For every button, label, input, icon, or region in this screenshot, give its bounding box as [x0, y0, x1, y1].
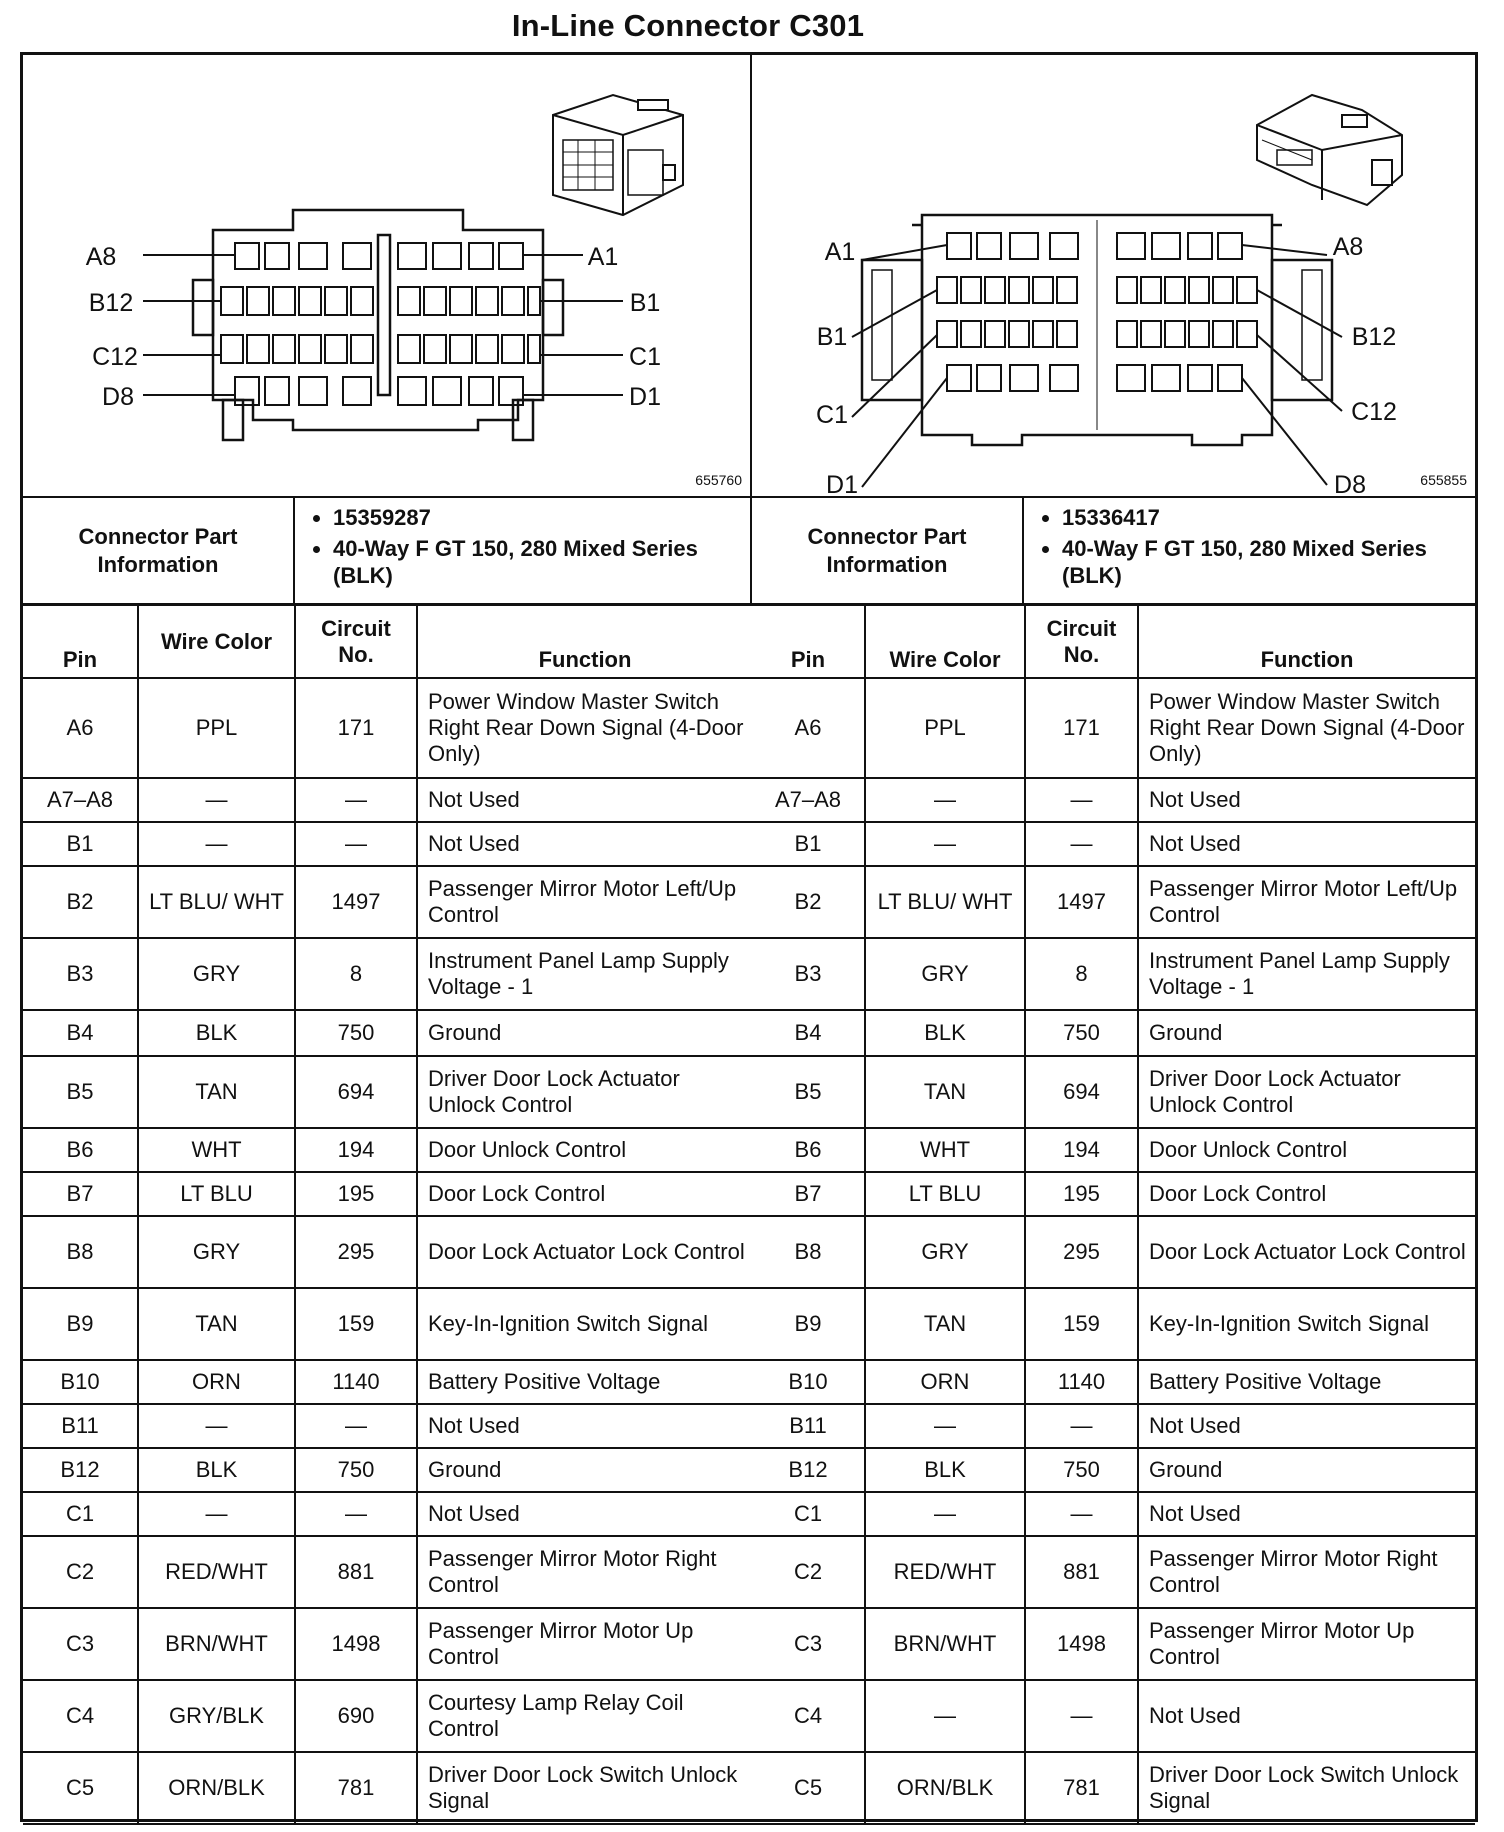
left-connector-panel: [23, 55, 752, 498]
left-leader-lines: [143, 255, 623, 395]
function-cell: Ground: [1138, 1448, 1475, 1492]
wire-color-cell: GRY: [138, 938, 295, 1010]
header-pin: Pin: [23, 606, 138, 678]
left-pin-label-a1: A1: [587, 243, 619, 271]
connector-sheet: [20, 52, 1478, 1822]
table-row: [752, 1680, 1475, 1752]
pin-cell: B4: [752, 1010, 865, 1056]
function-cell: Key-In-Ignition Switch Signal: [1138, 1288, 1475, 1360]
function-cell: Not Used: [1138, 822, 1475, 866]
wire-color-cell: BLK: [865, 1448, 1025, 1492]
page-title: In-Line Connector C301: [511, 8, 865, 43]
pin-cell: B12: [23, 1448, 138, 1492]
table-row: [752, 1216, 1475, 1288]
right-connector-diagram: [752, 55, 1475, 496]
wire-color-cell: RED/WHT: [865, 1536, 1025, 1608]
header-function: Function: [417, 606, 752, 678]
table-row: [752, 678, 1475, 778]
header-circuit-no: Circuit No.: [1025, 606, 1138, 678]
function-cell: Not Used: [417, 1492, 752, 1536]
function-cell: Door Unlock Control: [417, 1128, 752, 1172]
function-cell: Door Unlock Control: [1138, 1128, 1475, 1172]
wire-color-cell: BRN/WHT: [138, 1608, 295, 1680]
table-row: [752, 822, 1475, 866]
table-header-row: [23, 606, 752, 678]
wire-color-cell: —: [138, 1492, 295, 1536]
circuit-cell: 295: [1025, 1216, 1138, 1288]
right-part-number: • 15336417: [1062, 504, 1475, 531]
circuit-cell: 195: [295, 1172, 417, 1216]
circuit-cell: 1498: [1025, 1608, 1138, 1680]
pin-cell: B2: [752, 866, 865, 938]
table-row: [23, 1752, 752, 1824]
function-cell: Driver Door Lock Actuator Unlock Control: [417, 1056, 752, 1128]
wire-color-cell: ORN/BLK: [138, 1752, 295, 1824]
pin-cell: B3: [23, 938, 138, 1010]
pin-cell: B6: [23, 1128, 138, 1172]
right-figure-number: 655855: [1420, 472, 1467, 488]
table-row: [23, 1448, 752, 1492]
wire-color-cell: LT BLU/ WHT: [865, 866, 1025, 938]
table-row: [752, 1010, 1475, 1056]
wire-color-cell: —: [865, 1680, 1025, 1752]
function-cell: Battery Positive Voltage: [1138, 1360, 1475, 1404]
function-cell: Passenger Mirror Motor Right Control: [1138, 1536, 1475, 1608]
circuit-cell: 781: [1025, 1752, 1138, 1824]
table-row: [752, 1056, 1475, 1128]
pin-cell: B6: [752, 1128, 865, 1172]
pin-cell: C5: [23, 1752, 138, 1824]
table-row: [752, 1492, 1475, 1536]
right-part-info: [752, 498, 1475, 606]
wire-color-cell: BLK: [138, 1448, 295, 1492]
left-pin-label-b12: B12: [88, 289, 134, 317]
wire-color-cell: LT BLU/ WHT: [138, 866, 295, 938]
function-cell: Door Lock Control: [1138, 1172, 1475, 1216]
pin-cell: B1: [752, 822, 865, 866]
circuit-cell: 750: [295, 1448, 417, 1492]
pin-cell: C1: [752, 1492, 865, 1536]
table-row: [23, 1536, 752, 1608]
pin-cell: A6: [752, 678, 865, 778]
pin-cell: C4: [752, 1680, 865, 1752]
table-row: [752, 1288, 1475, 1360]
circuit-cell: 194: [295, 1128, 417, 1172]
header-pin: Pin: [752, 606, 865, 678]
wire-color-cell: ORN/BLK: [865, 1752, 1025, 1824]
table-row: [752, 778, 1475, 822]
circuit-cell: —: [1025, 1404, 1138, 1448]
circuit-cell: 694: [295, 1056, 417, 1128]
circuit-cell: 881: [1025, 1536, 1138, 1608]
pin-cell: B11: [23, 1404, 138, 1448]
pin-cell: B3: [752, 938, 865, 1010]
circuit-cell: 171: [1025, 678, 1138, 778]
function-cell: Door Lock Actuator Lock Control: [417, 1216, 752, 1288]
circuit-cell: 171: [295, 678, 417, 778]
left-pin-table: [23, 606, 752, 1825]
wire-color-cell: —: [865, 778, 1025, 822]
circuit-cell: —: [1025, 822, 1138, 866]
right-part-info-list: [1024, 504, 1475, 593]
function-cell: Passenger Mirror Motor Left/Up Control: [417, 866, 752, 938]
wire-color-cell: —: [138, 778, 295, 822]
header-function: Function: [1138, 606, 1475, 678]
pin-cell: B8: [23, 1216, 138, 1288]
left-pin-label-c12: C12: [92, 343, 138, 371]
table-row: [752, 1608, 1475, 1680]
function-cell: Passenger Mirror Motor Right Control: [417, 1536, 752, 1608]
wire-color-cell: GRY: [865, 1216, 1025, 1288]
left-connector-thumbnail: [553, 95, 683, 215]
wire-color-cell: —: [138, 822, 295, 866]
wire-color-cell: —: [865, 1492, 1025, 1536]
wire-color-cell: ORN: [865, 1360, 1025, 1404]
wire-color-cell: ORN: [138, 1360, 295, 1404]
function-cell: Driver Door Lock Switch Unlock Signal: [417, 1752, 752, 1824]
wire-color-cell: TAN: [138, 1056, 295, 1128]
circuit-cell: —: [295, 778, 417, 822]
right-pin-table: [752, 606, 1475, 1825]
right-connector-body: [862, 215, 1332, 445]
table-row: [23, 822, 752, 866]
wire-color-cell: —: [865, 822, 1025, 866]
header-wire-color: Wire Color: [138, 606, 295, 678]
table-row: [752, 938, 1475, 1010]
pin-cell: C3: [23, 1608, 138, 1680]
wire-color-cell: TAN: [865, 1288, 1025, 1360]
table-row: [752, 1752, 1475, 1824]
function-cell: Battery Positive Voltage: [417, 1360, 752, 1404]
circuit-cell: —: [1025, 1492, 1138, 1536]
circuit-cell: —: [1025, 1680, 1138, 1752]
left-part-description: • 40-Way F GT 150, 280 Mixed Series (BLK): [333, 535, 750, 589]
wire-color-cell: PPL: [138, 678, 295, 778]
circuit-cell: 159: [295, 1288, 417, 1360]
pin-cell: C1: [23, 1492, 138, 1536]
function-cell: Not Used: [1138, 1680, 1475, 1752]
wire-color-cell: WHT: [865, 1128, 1025, 1172]
table-row: [23, 1608, 752, 1680]
right-pin-label-a8: A8: [1332, 233, 1364, 261]
right-pin-label-c12: C12: [1351, 398, 1397, 426]
function-cell: Not Used: [417, 822, 752, 866]
circuit-cell: 1497: [1025, 866, 1138, 938]
function-cell: Power Window Master Switch Right Rear Down Signal (4-Door Only): [417, 678, 752, 778]
table-row: [752, 866, 1475, 938]
function-cell: Courtesy Lamp Relay Coil Control: [417, 1680, 752, 1752]
function-cell: Driver Door Lock Actuator Unlock Control: [1138, 1056, 1475, 1128]
table-row: [23, 1056, 752, 1128]
table-row: [23, 1680, 752, 1752]
function-cell: Door Lock Actuator Lock Control: [1138, 1216, 1475, 1288]
pin-cell: B1: [23, 822, 138, 866]
right-pin-label-b12: B12: [1351, 323, 1397, 351]
pin-cell: B2: [23, 866, 138, 938]
function-cell: Driver Door Lock Switch Unlock Signal: [1138, 1752, 1475, 1824]
right-pin-label-d8: D8: [1334, 471, 1366, 496]
left-pin-grid: [221, 243, 540, 405]
table-row: [752, 1172, 1475, 1216]
header-wire-color: Wire Color: [865, 606, 1025, 678]
pin-cell: A7–A8: [23, 778, 138, 822]
right-connector-thumbnail: [1257, 95, 1402, 205]
pin-cell: B4: [23, 1010, 138, 1056]
wire-color-cell: LT BLU: [865, 1172, 1025, 1216]
function-cell: Not Used: [1138, 1492, 1475, 1536]
function-cell: Not Used: [417, 778, 752, 822]
circuit-cell: —: [1025, 778, 1138, 822]
circuit-cell: 159: [1025, 1288, 1138, 1360]
wire-color-cell: TAN: [138, 1288, 295, 1360]
pin-cell: A6: [23, 678, 138, 778]
function-cell: Instrument Panel Lamp Supply Voltage - 1: [1138, 938, 1475, 1010]
right-pin-rows: [752, 678, 1475, 1824]
table-row: [752, 1404, 1475, 1448]
function-cell: Ground: [1138, 1010, 1475, 1056]
function-cell: Ground: [417, 1448, 752, 1492]
right-pin-label-b1: B1: [816, 323, 848, 351]
circuit-cell: 1497: [295, 866, 417, 938]
left-connector-diagram: [23, 55, 750, 496]
pin-cell: B10: [752, 1360, 865, 1404]
function-cell: Not Used: [1138, 778, 1475, 822]
pin-cell: B7: [23, 1172, 138, 1216]
circuit-cell: —: [295, 1492, 417, 1536]
left-figure-number: 655760: [695, 472, 742, 488]
wire-color-cell: GRY: [138, 1216, 295, 1288]
left-part-info-label: Connector Part Information: [23, 498, 295, 603]
circuit-cell: 881: [295, 1536, 417, 1608]
function-cell: Power Window Master Switch Right Rear Down Signal (4-Door Only): [1138, 678, 1475, 778]
left-pin-label-d8: D8: [102, 383, 134, 411]
circuit-cell: 1140: [1025, 1360, 1138, 1404]
pin-cell: B10: [23, 1360, 138, 1404]
circuit-cell: 194: [1025, 1128, 1138, 1172]
table-row: [23, 1492, 752, 1536]
wire-color-cell: LT BLU: [138, 1172, 295, 1216]
left-part-info: [23, 498, 752, 606]
table-row: [23, 1404, 752, 1448]
wire-color-cell: PPL: [865, 678, 1025, 778]
function-cell: Ground: [417, 1010, 752, 1056]
wire-color-cell: GRY/BLK: [138, 1680, 295, 1752]
wire-color-cell: BLK: [865, 1010, 1025, 1056]
circuit-cell: 1140: [295, 1360, 417, 1404]
wire-color-cell: —: [865, 1404, 1025, 1448]
pin-cell: B9: [23, 1288, 138, 1360]
table-row: [23, 1128, 752, 1172]
circuit-cell: 8: [295, 938, 417, 1010]
pin-cell: B11: [752, 1404, 865, 1448]
header-circuit-no: Circuit No.: [295, 606, 417, 678]
table-row: [23, 678, 752, 778]
table-row: [752, 1360, 1475, 1404]
wire-color-cell: BLK: [138, 1010, 295, 1056]
function-cell: Instrument Panel Lamp Supply Voltage - 1: [417, 938, 752, 1010]
left-pin-rows: [23, 678, 752, 1824]
left-pin-label-c1: C1: [629, 343, 661, 371]
pin-cell: A7–A8: [752, 778, 865, 822]
left-part-info-list: [295, 504, 750, 593]
circuit-cell: 694: [1025, 1056, 1138, 1128]
wire-color-cell: GRY: [865, 938, 1025, 1010]
circuit-cell: 750: [295, 1010, 417, 1056]
right-pin-label-a1: A1: [824, 238, 856, 266]
table-row: [23, 778, 752, 822]
table-row: [23, 938, 752, 1010]
function-cell: Passenger Mirror Motor Up Control: [1138, 1608, 1475, 1680]
pin-cell: B8: [752, 1216, 865, 1288]
pin-cell: C5: [752, 1752, 865, 1824]
right-part-description: • 40-Way F GT 150, 280 Mixed Series (BLK): [1062, 535, 1475, 589]
table-row: [752, 1128, 1475, 1172]
wire-color-cell: —: [138, 1404, 295, 1448]
pin-cell: B12: [752, 1448, 865, 1492]
wire-color-cell: TAN: [865, 1056, 1025, 1128]
pin-cell: B5: [23, 1056, 138, 1128]
left-pin-label-d1: D1: [629, 383, 661, 411]
table-row: [752, 1536, 1475, 1608]
function-cell: Not Used: [417, 1404, 752, 1448]
function-cell: Passenger Mirror Motor Up Control: [417, 1608, 752, 1680]
right-connector-panel: [752, 55, 1475, 498]
table-row: [23, 1360, 752, 1404]
wire-color-cell: BRN/WHT: [865, 1608, 1025, 1680]
left-pin-label-a8: A8: [85, 243, 117, 271]
right-pin-label-d1: D1: [826, 471, 858, 496]
table-row: [23, 866, 752, 938]
pin-cell: B9: [752, 1288, 865, 1360]
table-row: [23, 1010, 752, 1056]
function-cell: Not Used: [1138, 1404, 1475, 1448]
circuit-cell: 781: [295, 1752, 417, 1824]
circuit-cell: 750: [1025, 1010, 1138, 1056]
circuit-cell: 195: [1025, 1172, 1138, 1216]
pin-cell: C4: [23, 1680, 138, 1752]
function-cell: Key-In-Ignition Switch Signal: [417, 1288, 752, 1360]
table-header-row: [752, 606, 1475, 678]
pin-cell: B7: [752, 1172, 865, 1216]
table-row: [752, 1448, 1475, 1492]
circuit-cell: 1498: [295, 1608, 417, 1680]
left-part-number: • 15359287: [333, 504, 750, 531]
circuit-cell: —: [295, 822, 417, 866]
pin-cell: C3: [752, 1608, 865, 1680]
circuit-cell: 295: [295, 1216, 417, 1288]
circuit-cell: 8: [1025, 938, 1138, 1010]
right-pin-label-c1: C1: [816, 401, 848, 429]
pin-cell: C2: [23, 1536, 138, 1608]
right-part-info-label: Connector Part Information: [752, 498, 1024, 603]
wire-color-cell: RED/WHT: [138, 1536, 295, 1608]
function-cell: Door Lock Control: [417, 1172, 752, 1216]
pin-cell: C2: [752, 1536, 865, 1608]
left-pin-label-b1: B1: [629, 289, 661, 317]
table-row: [23, 1288, 752, 1360]
function-cell: Passenger Mirror Motor Left/Up Control: [1138, 866, 1475, 938]
circuit-cell: —: [295, 1404, 417, 1448]
wire-color-cell: WHT: [138, 1128, 295, 1172]
table-row: [23, 1216, 752, 1288]
circuit-cell: 690: [295, 1680, 417, 1752]
circuit-cell: 750: [1025, 1448, 1138, 1492]
pin-cell: B5: [752, 1056, 865, 1128]
table-row: [23, 1172, 752, 1216]
